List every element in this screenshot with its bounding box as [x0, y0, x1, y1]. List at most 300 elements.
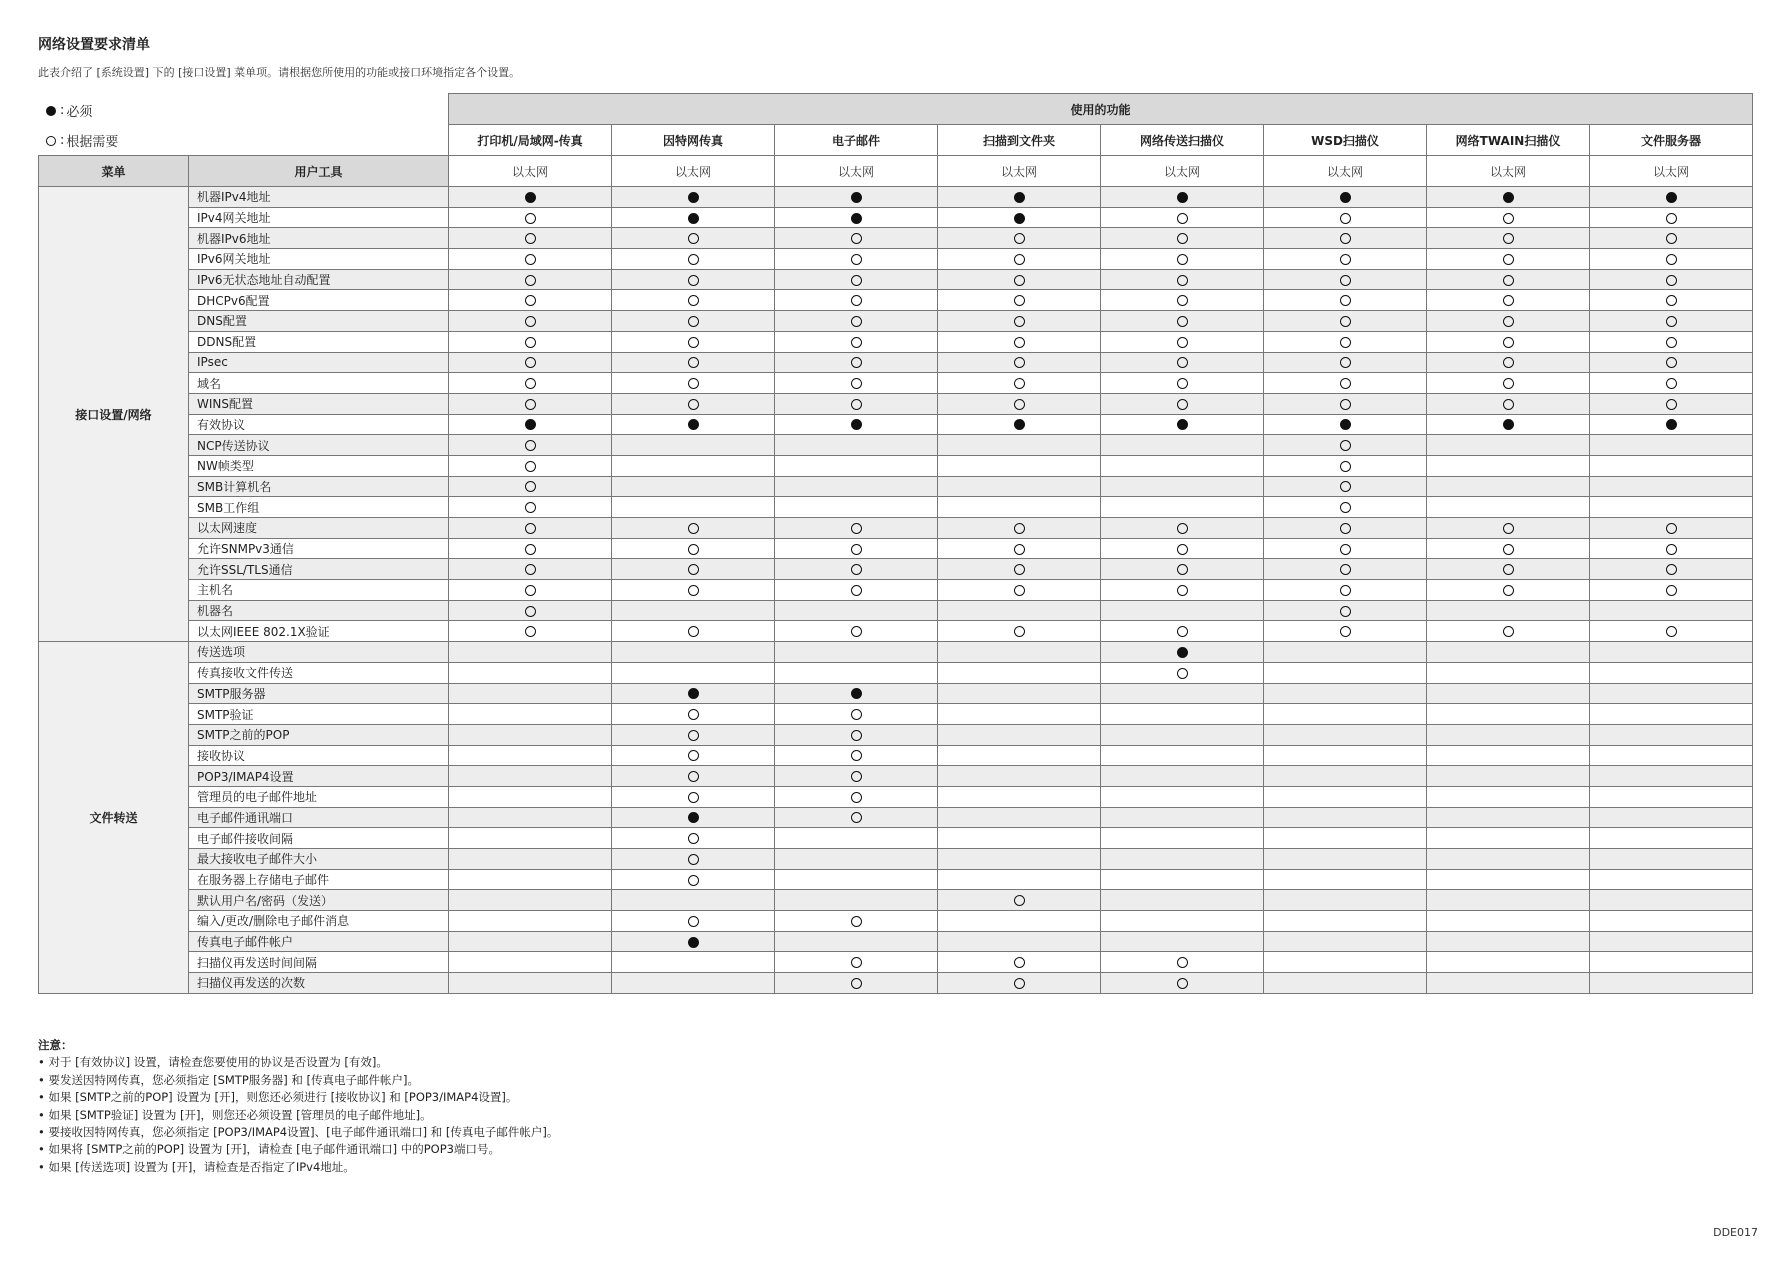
table-row	[39, 828, 1753, 849]
mark-cell	[1427, 745, 1590, 766]
mark-cell	[1264, 642, 1427, 663]
filled-circle-icon	[525, 419, 536, 430]
mark-cell	[1590, 559, 1753, 580]
user-tool-cell: POP3/IMAP4设置	[189, 766, 449, 787]
open-circle-icon	[1014, 957, 1025, 968]
mark-cell	[1590, 249, 1753, 270]
mark-cell	[449, 807, 612, 828]
mark-cell	[612, 311, 775, 332]
open-circle-icon	[1666, 523, 1677, 534]
mark-cell	[1101, 662, 1264, 683]
open-circle-icon	[525, 316, 536, 327]
open-circle-icon	[1340, 564, 1351, 575]
mark-cell	[612, 952, 775, 973]
open-circle-icon	[1014, 378, 1025, 389]
open-circle-icon	[525, 378, 536, 389]
mark-cell	[1427, 890, 1590, 911]
open-circle-icon	[688, 523, 699, 534]
user-tool-cell: 以太网IEEE 802.1X验证	[189, 621, 449, 642]
mark-cell	[612, 724, 775, 745]
user-tool-cell: 电子邮件接收间隔	[189, 828, 449, 849]
open-circle-icon	[1503, 564, 1514, 575]
table-row	[39, 911, 1753, 932]
table-row	[39, 580, 1753, 601]
user-tool-cell: IPv4网关地址	[189, 207, 449, 228]
mark-cell	[1590, 683, 1753, 704]
mark-cell	[938, 890, 1101, 911]
mark-cell	[1427, 331, 1590, 352]
mark-cell	[775, 642, 938, 663]
user-tool-cell: 最大接收电子邮件大小	[189, 849, 449, 870]
open-circle-icon	[1177, 378, 1188, 389]
mark-cell	[1590, 311, 1753, 332]
notes-heading: 注意：	[38, 1038, 73, 1052]
note-item: • 如果 [SMTP之前的POP] 设置为 [开]，则您还必须进行 [接收协议] 和 [POP3/IMAP4设置]。	[38, 1090, 518, 1105]
mark-cell	[775, 249, 938, 270]
table-row	[39, 476, 1753, 497]
mark-cell	[1264, 559, 1427, 580]
mark-cell	[1264, 352, 1427, 373]
mark-cell	[938, 455, 1101, 476]
mark-cell	[775, 849, 938, 870]
user-tool-cell: 主机名	[189, 580, 449, 601]
mark-cell	[775, 869, 938, 890]
table-row	[39, 600, 1753, 621]
function-header: 电子邮件	[775, 125, 938, 156]
mark-cell	[449, 228, 612, 249]
mark-cell	[775, 786, 938, 807]
note-item: • 如果将 [SMTP之前的POP] 设置为 [开]，请检查 [电子邮件通讯端口] 中的POP3端口号。	[38, 1142, 500, 1157]
mark-cell	[938, 724, 1101, 745]
table-row	[39, 807, 1753, 828]
mark-cell	[612, 559, 775, 580]
mark-cell	[1427, 393, 1590, 414]
open-circle-icon	[688, 254, 699, 265]
open-circle-icon	[525, 564, 536, 575]
user-tool-cell: SMB工作组	[189, 497, 449, 518]
open-circle-icon	[525, 502, 536, 513]
mark-cell	[775, 269, 938, 290]
mark-cell	[1101, 311, 1264, 332]
mark-cell	[1427, 414, 1590, 435]
user-tool-cell: 在服务器上存储电子邮件	[189, 869, 449, 890]
mark-cell	[612, 849, 775, 870]
mark-cell	[1590, 973, 1753, 994]
mark-cell	[612, 352, 775, 373]
open-circle-icon	[1503, 316, 1514, 327]
legend-separator: :	[60, 103, 65, 118]
open-circle-icon	[1503, 254, 1514, 265]
interface-header: 以太网	[938, 156, 1101, 187]
user-tool-cell: WINS配置	[189, 393, 449, 414]
table-row	[39, 518, 1753, 539]
mark-cell	[775, 704, 938, 725]
user-tool-cell: 域名	[189, 373, 449, 394]
header-blank	[39, 94, 449, 125]
mark-cell	[449, 786, 612, 807]
mark-cell	[938, 662, 1101, 683]
mark-cell	[612, 373, 775, 394]
mark-cell	[612, 642, 775, 663]
open-circle-icon	[1340, 461, 1351, 472]
open-circle-icon	[1340, 502, 1351, 513]
mark-cell	[775, 352, 938, 373]
user-tool-cell: 传真接收文件传送	[189, 662, 449, 683]
open-circle-icon	[688, 337, 699, 348]
mark-cell	[1264, 228, 1427, 249]
user-tool-cell: 传送选项	[189, 642, 449, 663]
open-circle-icon	[851, 916, 862, 927]
open-circle-icon	[851, 709, 862, 720]
mark-cell	[775, 745, 938, 766]
open-circle-icon	[1340, 399, 1351, 410]
settings-table	[38, 93, 1753, 994]
mark-cell	[612, 786, 775, 807]
open-circle-icon	[851, 957, 862, 968]
table-row	[39, 187, 1753, 208]
mark-cell	[449, 559, 612, 580]
open-circle-icon	[525, 481, 536, 492]
mark-cell	[775, 228, 938, 249]
user-tool-cell: SMTP之前的POP	[189, 724, 449, 745]
mark-cell	[612, 207, 775, 228]
open-circle-icon	[851, 626, 862, 637]
mark-cell	[612, 476, 775, 497]
open-circle-icon	[1503, 213, 1514, 224]
filled-circle-icon	[1014, 192, 1025, 203]
open-circle-icon	[525, 606, 536, 617]
mark-cell	[1101, 642, 1264, 663]
mark-cell	[938, 497, 1101, 518]
table-row	[39, 373, 1753, 394]
mark-cell	[1264, 662, 1427, 683]
mark-cell	[1590, 704, 1753, 725]
mark-cell	[775, 559, 938, 580]
mark-cell	[1101, 580, 1264, 601]
mark-cell	[1101, 745, 1264, 766]
mark-cell	[1264, 269, 1427, 290]
mark-cell	[1101, 290, 1264, 311]
mark-cell	[775, 476, 938, 497]
mark-cell	[612, 662, 775, 683]
mark-cell	[1590, 373, 1753, 394]
mark-cell	[612, 890, 775, 911]
open-circle-icon	[688, 750, 699, 761]
user-tool-cell: SMTP验证	[189, 704, 449, 725]
function-header: 网络传送扫描仪	[1101, 125, 1264, 156]
mark-cell	[938, 393, 1101, 414]
mark-cell	[449, 187, 612, 208]
mark-cell	[1264, 828, 1427, 849]
mark-cell	[1590, 331, 1753, 352]
mark-cell	[938, 683, 1101, 704]
mark-cell	[1427, 828, 1590, 849]
mark-cell	[775, 600, 938, 621]
mark-cell	[938, 373, 1101, 394]
mark-cell	[938, 228, 1101, 249]
mark-cell	[1590, 290, 1753, 311]
mark-cell	[1427, 600, 1590, 621]
open-circle-icon	[1503, 275, 1514, 286]
mark-cell	[1427, 352, 1590, 373]
open-circle-icon	[1666, 233, 1677, 244]
mark-cell	[1101, 187, 1264, 208]
open-circle-icon	[688, 378, 699, 389]
open-circle-icon	[1340, 440, 1351, 451]
mark-cell	[1101, 435, 1264, 456]
user-tool-cell: IPv6无状态地址自动配置	[189, 269, 449, 290]
mark-cell	[1590, 600, 1753, 621]
open-circle-icon	[525, 461, 536, 472]
open-circle-icon	[1177, 523, 1188, 534]
mark-cell	[1590, 435, 1753, 456]
user-tool-cell: 传真电子邮件帐户	[189, 931, 449, 952]
mark-cell	[612, 931, 775, 952]
open-circle-icon	[688, 275, 699, 286]
mark-cell	[1101, 807, 1264, 828]
interface-header: 以太网	[449, 156, 612, 187]
mark-cell	[938, 580, 1101, 601]
mark-cell	[449, 911, 612, 932]
open-circle-icon	[1177, 275, 1188, 286]
mark-cell	[1101, 518, 1264, 539]
table-row	[39, 890, 1753, 911]
mark-cell	[1590, 497, 1753, 518]
filled-circle-icon	[1014, 213, 1025, 224]
open-circle-icon	[1503, 585, 1514, 596]
open-circle-icon	[688, 233, 699, 244]
mark-cell	[612, 393, 775, 414]
open-circle-icon	[1666, 357, 1677, 368]
mark-cell	[1101, 621, 1264, 642]
open-circle-icon	[1503, 337, 1514, 348]
open-circle-icon	[851, 275, 862, 286]
open-circle-icon	[1014, 626, 1025, 637]
open-circle-icon	[851, 337, 862, 348]
mark-cell	[612, 497, 775, 518]
mark-cell	[449, 931, 612, 952]
mark-cell	[775, 890, 938, 911]
mark-cell	[1427, 724, 1590, 745]
mark-cell	[1427, 766, 1590, 787]
mark-cell	[449, 766, 612, 787]
mark-cell	[938, 290, 1101, 311]
mark-cell	[1264, 911, 1427, 932]
mark-cell	[775, 435, 938, 456]
mark-cell	[449, 476, 612, 497]
user-tool-cell: NW帧类型	[189, 455, 449, 476]
mark-cell	[775, 952, 938, 973]
filled-circle-icon	[851, 688, 862, 699]
open-circle-icon	[851, 771, 862, 782]
mark-cell	[1264, 476, 1427, 497]
mark-cell	[1590, 414, 1753, 435]
open-circle-icon	[1014, 978, 1025, 989]
mark-cell	[775, 724, 938, 745]
mark-cell	[449, 642, 612, 663]
mark-cell	[1590, 393, 1753, 414]
mark-cell	[1101, 683, 1264, 704]
mark-cell	[1101, 497, 1264, 518]
mark-cell	[1101, 766, 1264, 787]
open-circle-icon	[1666, 254, 1677, 265]
table-row	[39, 249, 1753, 270]
mark-cell	[938, 849, 1101, 870]
mark-cell	[1427, 952, 1590, 973]
mark-cell	[1101, 207, 1264, 228]
mark-cell	[775, 538, 938, 559]
mark-cell	[938, 828, 1101, 849]
mark-cell	[449, 538, 612, 559]
open-circle-icon	[1014, 357, 1025, 368]
open-circle-icon	[1340, 544, 1351, 555]
open-circle-icon	[688, 295, 699, 306]
open-circle-icon	[1340, 606, 1351, 617]
mark-cell	[449, 331, 612, 352]
user-tool-cell: NCP传送协议	[189, 435, 449, 456]
open-circle-icon	[1666, 626, 1677, 637]
filled-circle-icon	[525, 192, 536, 203]
open-circle-icon	[525, 585, 536, 596]
mark-cell	[938, 518, 1101, 539]
filled-circle-icon	[1177, 419, 1188, 430]
open-circle-icon	[851, 978, 862, 989]
table-row	[39, 559, 1753, 580]
mark-cell	[1427, 683, 1590, 704]
open-circle-icon	[1503, 399, 1514, 410]
mark-cell	[938, 435, 1101, 456]
filled-circle-icon	[688, 192, 699, 203]
mark-cell	[1590, 807, 1753, 828]
mark-cell	[1264, 931, 1427, 952]
mark-cell	[449, 952, 612, 973]
mark-cell	[1590, 828, 1753, 849]
mark-cell	[1264, 414, 1427, 435]
open-circle-icon	[1666, 213, 1677, 224]
mark-cell	[1264, 952, 1427, 973]
page-title: 网络设置要求清单	[38, 37, 150, 53]
mark-cell	[612, 704, 775, 725]
mark-cell	[449, 600, 612, 621]
table-row	[39, 724, 1753, 745]
mark-cell	[1101, 414, 1264, 435]
mark-cell	[1101, 228, 1264, 249]
mark-cell	[1427, 911, 1590, 932]
open-circle-icon	[688, 357, 699, 368]
mark-cell	[1264, 393, 1427, 414]
mark-cell	[1590, 662, 1753, 683]
mark-cell	[1264, 786, 1427, 807]
mark-cell	[612, 621, 775, 642]
mark-cell	[449, 290, 612, 311]
open-circle-icon	[1340, 316, 1351, 327]
mark-cell	[938, 207, 1101, 228]
legend-required-label: 必须	[66, 105, 93, 120]
mark-cell	[612, 249, 775, 270]
table-row	[39, 290, 1753, 311]
mark-cell	[1427, 786, 1590, 807]
table-row	[39, 662, 1753, 683]
mark-cell	[449, 704, 612, 725]
open-circle-icon	[1503, 626, 1514, 637]
mark-cell	[1264, 766, 1427, 787]
mark-cell	[1101, 724, 1264, 745]
mark-cell	[1101, 559, 1264, 580]
mark-cell	[775, 580, 938, 601]
mark-cell	[938, 807, 1101, 828]
mark-cell	[775, 187, 938, 208]
filled-circle-icon	[1340, 192, 1351, 203]
mark-cell	[612, 828, 775, 849]
open-circle-icon	[1340, 585, 1351, 596]
mark-cell	[1427, 207, 1590, 228]
open-circle-icon	[1177, 544, 1188, 555]
mark-cell	[775, 393, 938, 414]
open-circle-icon	[1503, 295, 1514, 306]
mark-cell	[1590, 911, 1753, 932]
mark-cell	[938, 911, 1101, 932]
mark-cell	[1101, 538, 1264, 559]
mark-cell	[1264, 497, 1427, 518]
mark-cell	[1101, 952, 1264, 973]
open-circle-icon	[688, 833, 699, 844]
mark-cell	[1264, 538, 1427, 559]
open-circle-icon	[1666, 316, 1677, 327]
mark-cell	[1590, 352, 1753, 373]
user-tool-cell: 编入/更改/删除电子邮件消息	[189, 911, 449, 932]
filled-circle-icon	[851, 213, 862, 224]
mark-cell	[938, 269, 1101, 290]
mark-cell	[1101, 973, 1264, 994]
open-circle-icon	[1014, 275, 1025, 286]
mark-cell	[449, 414, 612, 435]
table-row	[39, 683, 1753, 704]
open-circle-icon	[851, 233, 862, 244]
mark-cell	[938, 187, 1101, 208]
mark-cell	[775, 931, 938, 952]
mark-cell	[1590, 621, 1753, 642]
mark-cell	[1264, 311, 1427, 332]
open-circle-icon	[1666, 337, 1677, 348]
mark-cell	[938, 786, 1101, 807]
mark-cell	[775, 331, 938, 352]
filled-circle-icon	[1503, 192, 1514, 203]
open-circle-icon	[1177, 337, 1188, 348]
open-circle-icon	[525, 440, 536, 451]
open-circle-icon	[1340, 523, 1351, 534]
mark-cell	[1101, 869, 1264, 890]
mark-cell	[938, 869, 1101, 890]
user-tool-cell: SMB计算机名	[189, 476, 449, 497]
mark-cell	[1101, 393, 1264, 414]
mark-cell	[612, 187, 775, 208]
mark-cell	[1101, 249, 1264, 270]
open-circle-icon	[688, 399, 699, 410]
function-header: 扫描到文件夹	[938, 125, 1101, 156]
open-circle-icon	[1340, 626, 1351, 637]
mark-cell	[1101, 786, 1264, 807]
mark-cell	[938, 331, 1101, 352]
mark-cell	[1427, 931, 1590, 952]
mark-cell	[449, 373, 612, 394]
open-circle-icon	[1177, 316, 1188, 327]
open-circle-icon	[525, 626, 536, 637]
mark-cell	[775, 207, 938, 228]
open-circle-icon	[851, 316, 862, 327]
table-row	[39, 786, 1753, 807]
table-row	[39, 704, 1753, 725]
open-circle-icon	[1340, 233, 1351, 244]
